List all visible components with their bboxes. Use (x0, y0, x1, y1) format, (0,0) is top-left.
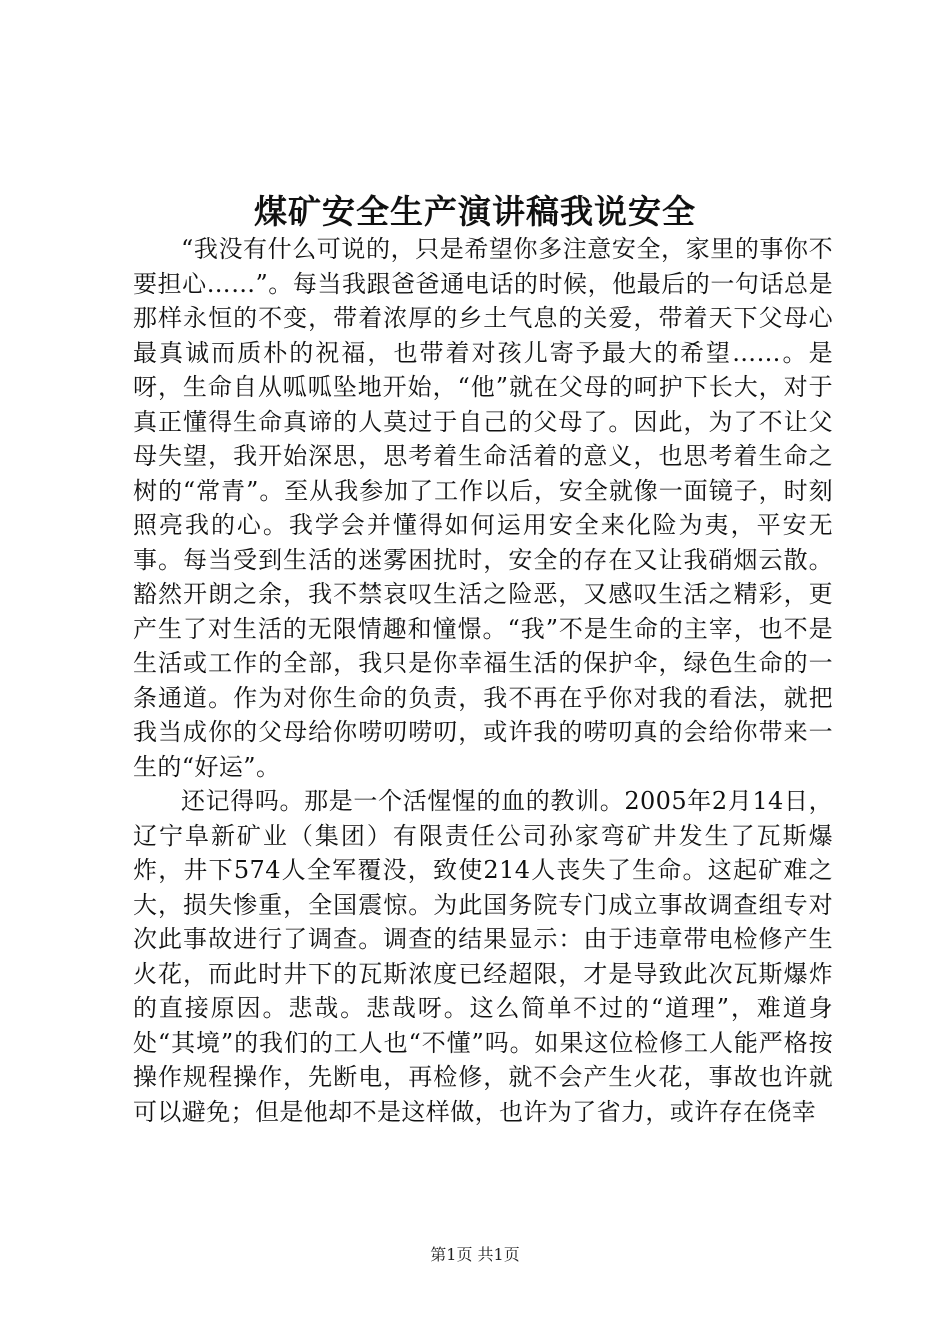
paragraph-1: “我没有什么可说的，只是希望你多注意安全，家里的事你不要担心……”。每当我跟爸爸通电话的时候，他最后的一句话总是那样永恒的不变，带着浓厚的乡土气息的关爱，带着天下父母心最真诚而质朴的祝福，也带着对孩儿寄予最大的希望……。是呀，生命自从呱呱坠地开始，“他”就在父母的呵护下长大，对于真正懂得生命真谛的人莫过于自己的父母了。因此，为了不让父母失望，我开始深思，思考着生命活着的意义，也思考着生命之树的“常青”。至从我参加了工作以后，安全就像一面镜子，时刻照亮我的心。我学会并懂得如何运用安全来化险为夷，平安无事。每当受到生活的迷雾困扰时，安全的存在又让我硝烟云散。豁然开朗之余，我不禁哀叹生活之险恶，又感叹生活之精彩，更产生了对生活的无限情趣和憧憬。“我”不是生命的主宰，也不是生活或工作的全部，我只是你幸福生活的保护伞，绿色生命的一条通道。作为对你生命的负责，我不再在乎你对我的看法，就把我当成你的父母给你唠叨唠叨，或许我的唠叨真的会给你带来一生的“好运”。 (133, 235, 833, 781)
document-body (133, 232, 833, 1129)
page-number-footer: 第1页 共1页 (430, 1245, 520, 1264)
paragraph-2: 还记得吗。那是一个活惺惺的血的教训。2005年2月14日，辽宁阜新矿业（集团）有限责任公司孙家弯矿井发生了瓦斯爆炸，井下574人全军覆没，致使214人丧失了生命。这起矿难之大，损失惨重，全国震惊。为此国务院专门成立事故调查组专对次此事故进行了调查。调查的结果显示：由于违章带电检修产生火花，而此时井下的瓦斯浓度已经超限，才是导致此次瓦斯爆炸的直接原因。悲哉。悲哉呀。这么简单不过的“道理”，难道身处“其境”的我们的工人也“不懂”吗。如果这位检修工人能严格按操作规程操作，先断电，再检修，就不会产生火花，事故也许就可以避免；但是他却不是这样做，也许为了省力，或许存在侥幸 (133, 787, 833, 1126)
document-title: 煤矿安全生产演讲稿我说安全 (254, 192, 696, 231)
